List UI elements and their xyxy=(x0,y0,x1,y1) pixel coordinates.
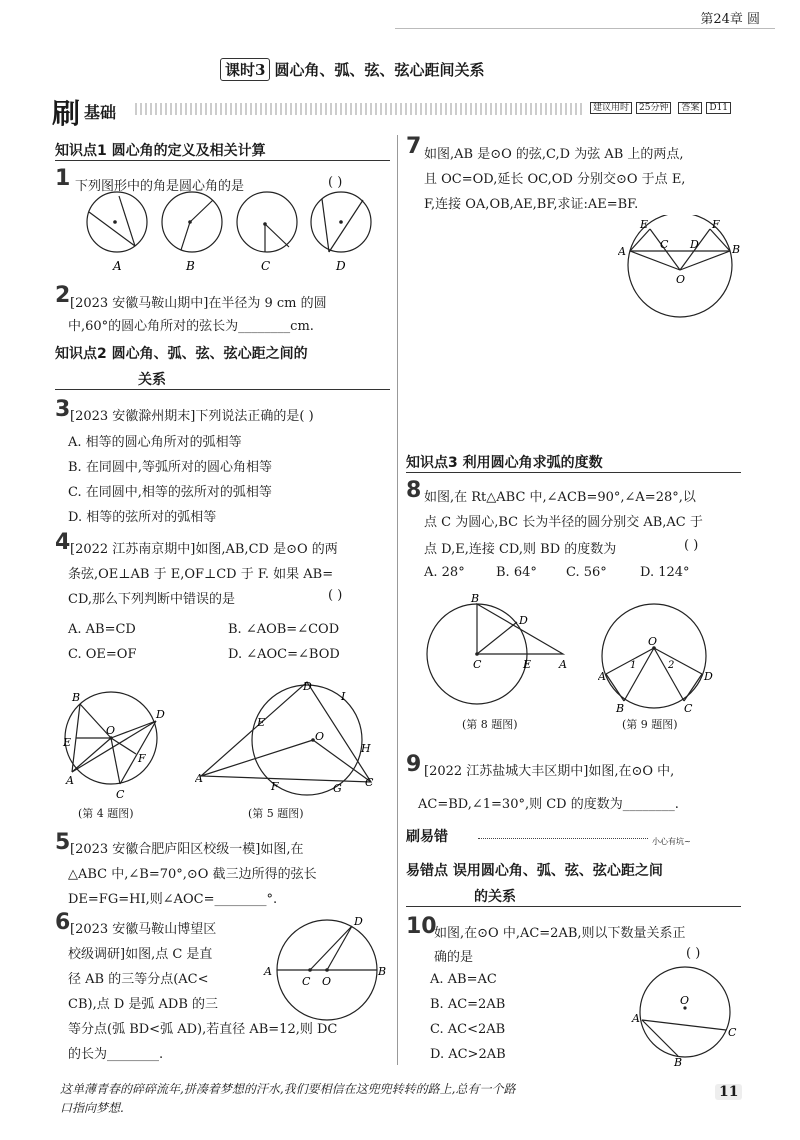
q8-line1: 如图,在 Rt△ABC 中,∠ACB=90°,∠A=28°,以 xyxy=(424,490,696,505)
q8-caption: (第 8 题图) xyxy=(462,718,518,731)
q10-option-b: B. AC=2AB xyxy=(430,997,506,1012)
q3-stem: [2023 安徽滁州期末]下列说法正确的是( ) xyxy=(70,409,314,424)
svg-text:G: G xyxy=(333,782,342,795)
q1-option-d: D xyxy=(336,259,346,273)
q10-line2: 确的是 xyxy=(434,950,474,965)
q4-line3: CD,那么下列判断中错误的是 xyxy=(68,592,236,607)
q10-option-a: A. AB=AC xyxy=(430,972,497,987)
q4-option-c: C. OE=OF xyxy=(68,647,137,662)
answer-label: 答案 xyxy=(678,102,702,114)
q10-paren: ( ) xyxy=(686,946,701,961)
svg-text:O: O xyxy=(322,975,332,988)
q5-line2: △ABC 中,∠B=70°,⊙O 截三边所得的弦长 xyxy=(68,867,317,882)
svg-text:B: B xyxy=(616,702,625,715)
q4-line2: 条弦,OE⊥AB 于 E,OF⊥CD 于 F. 如果 AB= xyxy=(68,567,334,582)
kp1-title: 知识点1 圆心角的定义及相关计算 xyxy=(55,143,266,159)
svg-text:C: C xyxy=(116,788,125,801)
svg-text:B: B xyxy=(72,691,81,704)
svg-text:D: D xyxy=(156,708,165,721)
q4-line1: [2022 江苏南京期中]如图,AB,CD 是⊙O 的两 xyxy=(70,542,338,557)
q3-option-c: C. 在同圆中,相等的弦所对的弧相等 xyxy=(68,485,272,500)
q8-option-b: B. 64° xyxy=(496,565,537,580)
svg-text:2: 2 xyxy=(668,660,675,671)
err-title-line2: 的关系 xyxy=(474,889,516,905)
q10-number: 10 xyxy=(406,914,437,939)
q3-option-b: B. 在同圆中,等弧所对的圆心角相等 xyxy=(68,460,272,475)
time-value: 25分钟 xyxy=(636,102,671,114)
svg-text:1: 1 xyxy=(630,660,637,671)
q6-line3: 径 AB 的三等分点(AC< xyxy=(68,972,209,987)
footer-quote xyxy=(60,1080,710,1118)
svg-text:C: C xyxy=(660,238,669,251)
lesson-badge: 课时3 xyxy=(220,58,270,81)
svg-text:O: O xyxy=(680,994,690,1007)
q5-line1: [2023 安徽合肥庐阳区校级一模]如图,在 xyxy=(70,842,304,857)
q8-number: 8 xyxy=(406,478,422,503)
q4-caption: (第 4 题图) xyxy=(78,807,134,820)
svg-text:C: C xyxy=(302,975,311,988)
q5-figure xyxy=(195,678,385,803)
kp3-rule xyxy=(406,472,741,473)
q10-option-d: D. AC>2AB xyxy=(430,1047,506,1062)
svg-text:F: F xyxy=(271,780,279,793)
svg-text:B: B xyxy=(471,592,480,605)
svg-text:O: O xyxy=(676,273,686,286)
yicuo-dotted-rule xyxy=(478,838,648,839)
svg-text:E: E xyxy=(257,716,266,729)
q8-option-c: C. 56° xyxy=(566,565,607,580)
q4-option-b: B. ∠AOB=∠COD xyxy=(228,622,340,637)
svg-text:D: D xyxy=(303,680,312,693)
svg-text:E: E xyxy=(523,658,532,671)
q6-line2: 校级调研]如图,点 C 是直 xyxy=(68,947,213,962)
svg-text:A: A xyxy=(559,658,567,671)
svg-text:F: F xyxy=(138,752,146,765)
q8-paren: ( ) xyxy=(684,538,699,553)
svg-text:A: A xyxy=(632,1012,640,1025)
q4-paren: ( ) xyxy=(328,588,343,603)
q9-caption: (第 9 题图) xyxy=(622,718,678,731)
kp3-title: 知识点3 利用圆心角求弧的度数 xyxy=(406,455,603,471)
q1-option-b: B xyxy=(186,259,195,273)
q5-caption: (第 5 题图) xyxy=(248,807,304,820)
kp2-rule xyxy=(55,389,390,390)
q10-option-c: C. AC<2AB xyxy=(430,1022,506,1037)
q3-option-d: D. 相等的弦所对的弧相等 xyxy=(68,510,217,525)
q4-option-d: D. ∠AOC=∠BOD xyxy=(228,647,340,662)
q8-line3: 点 D,E,连接 CD,则 BD 的度数为 xyxy=(424,542,617,557)
q2-number: 2 xyxy=(55,283,71,308)
q8-line2: 点 C 为圆心,BC 长为半径的圆分别交 AB,AC 于 xyxy=(424,515,703,530)
svg-text:A: A xyxy=(618,245,626,258)
q9-number: 9 xyxy=(406,752,422,777)
q6-figure xyxy=(262,915,392,1025)
q7-figure xyxy=(618,215,743,330)
svg-text:C: C xyxy=(473,658,482,671)
q6-line1: [2023 安徽马鞍山博望区 xyxy=(70,922,217,937)
svg-text:A: A xyxy=(264,965,272,978)
kp2-title-line1: 知识点2 圆心角、弧、弦、弦心距之间的 xyxy=(55,346,308,362)
footer-line2: 口指向梦想. xyxy=(60,1101,124,1115)
svg-text:O: O xyxy=(106,724,116,737)
q6-line5: 等分点(弧 BD<弧 AD),若直径 AB=12,则 DC xyxy=(68,1022,338,1037)
lesson-title-text: 圆心角、弧、弦、弦心距间关系 xyxy=(274,61,485,79)
q7-line3: F,连接 OA,OB,AE,BF,求证:AE=BF. xyxy=(424,197,639,212)
svg-text:B: B xyxy=(732,243,741,256)
stripe-decoration xyxy=(135,103,585,115)
q5-number: 5 xyxy=(55,830,71,855)
kp1-rule xyxy=(55,160,390,161)
q9-line2: AC=BD,∠1=30°,则 CD 的度数为________. xyxy=(418,797,679,812)
q9-line1: [2022 江苏盐城大丰区期中]如图,在⊙O 中, xyxy=(424,764,675,779)
svg-text:B: B xyxy=(674,1056,683,1067)
q8-option-d: D. 124° xyxy=(640,565,690,580)
svg-text:I: I xyxy=(341,690,346,703)
svg-text:D: D xyxy=(519,614,528,627)
svg-text:C: C xyxy=(684,702,693,715)
q1-option-c: C xyxy=(261,259,271,273)
q7-line2: 且 OC=OD,延长 OC,OD 分别交⊙O 于点 E, xyxy=(424,172,686,187)
q4-number: 4 xyxy=(55,530,71,555)
basics-label: 基础 xyxy=(84,103,117,122)
q4-figure xyxy=(58,688,168,803)
q3-option-a: A. 相等的圆心角所对的弧相等 xyxy=(68,435,242,450)
q4-option-a: A. AB=CD xyxy=(68,622,136,637)
q2-line1: [2023 安徽马鞍山期中]在半径为 9 cm 的圆 xyxy=(70,296,327,311)
q2-line2: 中,60°的圆心角所对的弦长为________cm. xyxy=(68,319,314,334)
svg-text:F: F xyxy=(712,218,720,231)
suggested-time xyxy=(588,100,733,113)
chapter-label: 第24章 圆 xyxy=(700,12,760,27)
q8-figure xyxy=(425,592,575,712)
svg-text:E: E xyxy=(640,218,649,231)
q7-number: 7 xyxy=(406,134,422,159)
lesson-title xyxy=(220,58,484,81)
q1-text: 下列图形中的角是圆心角的是 xyxy=(75,179,245,194)
svg-text:A: A xyxy=(66,774,74,787)
q1-option-a: A xyxy=(113,259,122,273)
svg-text:B: B xyxy=(378,965,387,978)
svg-text:A: A xyxy=(598,670,606,683)
header-rule xyxy=(395,28,775,29)
q10-line1: 如图,在⊙O 中,AC=2AB,则以下数量关系正 xyxy=(434,926,686,941)
q3-number: 3 xyxy=(55,397,71,422)
err-title-line1: 易错点 误用圆心角、弧、弦、弦心距之间 xyxy=(406,863,663,879)
time-label: 建议用时 xyxy=(590,102,632,114)
kp2-title-line2: 关系 xyxy=(138,372,166,388)
q8-option-a: A. 28° xyxy=(424,565,465,580)
err-rule xyxy=(406,906,741,907)
q5-line3: DE=FG=HI,则∠AOC=________°. xyxy=(68,892,278,907)
svg-text:O: O xyxy=(315,730,325,743)
q10-figure xyxy=(630,962,745,1067)
page-number: 11 xyxy=(715,1084,742,1100)
answer-value: D11 xyxy=(706,102,731,114)
svg-text:E: E xyxy=(63,736,72,749)
yicuo-note: 小心有坑~ xyxy=(652,837,691,846)
column-divider xyxy=(397,135,398,1065)
svg-text:C: C xyxy=(365,776,374,789)
yicuo-mark: 刷易错 xyxy=(406,829,448,845)
svg-text:D: D xyxy=(704,670,713,683)
q6-number: 6 xyxy=(55,910,71,935)
svg-text:O: O xyxy=(648,635,658,648)
svg-text:A: A xyxy=(195,772,203,785)
svg-text:D: D xyxy=(690,238,699,251)
q1-figures xyxy=(75,190,395,280)
q7-line1: 如图,AB 是⊙O 的弦,C,D 为弦 AB 上的两点, xyxy=(424,147,684,162)
q6-line6: 的长为________. xyxy=(68,1047,164,1062)
footer-line1: 这单薄青春的碎碎流年,拼凑着梦想的汗水,我们要相信在这兜兜转转的路上,总有一个路 xyxy=(60,1082,516,1096)
q9-figure xyxy=(598,600,723,715)
svg-text:D: D xyxy=(354,915,363,928)
q1-number: 1 xyxy=(55,166,71,191)
svg-text:H: H xyxy=(361,742,371,755)
svg-text:C: C xyxy=(728,1026,737,1039)
q6-line4: CB),点 D 是弧 ADB 的三 xyxy=(68,997,219,1012)
shua-mark: 刷 xyxy=(52,97,81,130)
q1-paren: ( ) xyxy=(328,175,343,190)
